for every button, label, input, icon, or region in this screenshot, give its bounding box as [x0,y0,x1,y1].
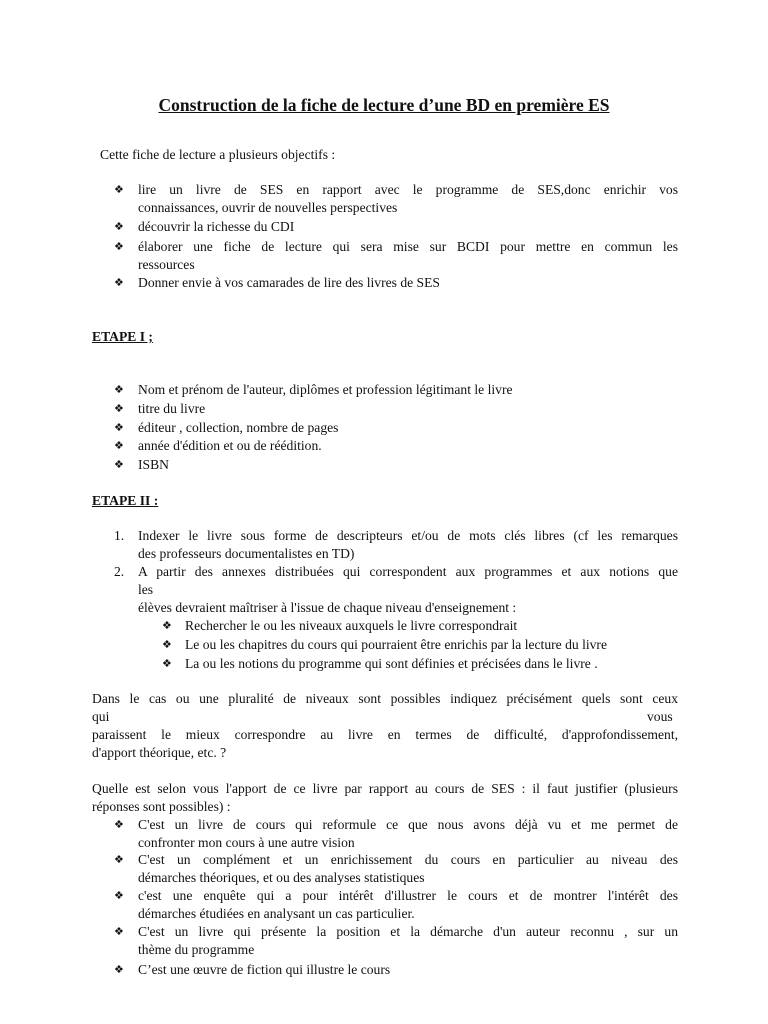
list-number: 2. [114,564,125,579]
paragraph-line: Quelle est selon vous l'apport de ce livre par rapport au cours de SES : il faut justifier (plusieurs [92,781,678,796]
intro-text: Cette fiche de lecture a plusieurs objectifs : [100,147,336,162]
bullet-icon: ❖ [114,818,124,831]
paragraph-line: paraissent le mieux correspondre au livre en termes de difficulté, d'approfondissement, [92,727,678,742]
list-item: élaborer une fiche de lecture qui sera mise sur BCDI pour mettre en commun les [138,239,678,254]
bullet-icon: ❖ [162,657,172,670]
bullet-icon: ❖ [114,183,124,196]
list-number: 1. [114,528,125,543]
bullet-icon: ❖ [114,383,124,396]
list-item: découvrir la richesse du CDI [138,219,295,234]
list-item: C'est un livre qui présente la position et la démarche d'un auteur reconnu , sur un [138,924,678,939]
list-item: c'est une enquête qui a pour intérêt d'illustrer le cours et de montrer l'intérêt des [138,888,678,903]
sub-list-item: Rechercher le ou les niveaux auxquels le livre correspondrait [185,618,518,633]
list-item-continuation: ressources [138,257,195,272]
list-item: ISBN [138,457,169,472]
paragraph-line: qui [92,709,110,724]
bullet-icon: ❖ [114,402,124,415]
list-item-continuation: les [138,582,154,597]
list-item: éditeur , collection, nombre de pages [138,420,339,435]
bullet-icon: ❖ [114,439,124,452]
list-item-continuation: connaissances, ouvrir de nouvelles perspectives [138,200,398,215]
list-item: C’est une œuvre de fiction qui illustre le cours [138,962,391,977]
bullet-icon: ❖ [162,638,172,651]
paragraph-line: vous [647,709,673,724]
list-item-continuation: démarches étudiées en analysant un cas particulier. [138,906,415,921]
bullet-icon: ❖ [114,240,124,253]
bullet-icon: ❖ [114,925,124,938]
bullet-icon: ❖ [114,220,124,233]
sub-list-item: Le ou les chapitres du cours qui pourraient être enrichis par la lecture du livre [185,637,607,652]
bullet-icon: ❖ [114,458,124,471]
bullet-icon: ❖ [162,619,172,632]
etape1-heading: ETAPE I ; [92,329,153,344]
sub-list-item: La ou les notions du programme qui sont définies et précisées dans le livre . [185,656,598,671]
bullet-icon: ❖ [114,889,124,902]
bullet-icon: ❖ [114,421,124,434]
list-item: année d'édition et ou de réédition. [138,438,322,453]
list-item: C'est un livre de cours qui reformule ce que nous avons déjà vu et me permet de [138,817,678,832]
list-item-continuation: démarches théoriques, et ou des analyses statistiques [138,870,425,885]
etape2-heading: ETAPE II : [92,493,159,508]
paragraph-line: Dans le cas ou une pluralité de niveaux sont possibles indiquez précisément quels sont ceux [92,691,678,706]
list-item: Nom et prénom de l'auteur, diplômes et profession légitimant le livre [138,382,513,397]
paragraph-line: d'apport théorique, etc. ? [92,745,227,760]
list-item: A partir des annexes distribuées qui correspondent aux programmes et aux notions que [138,564,678,579]
bullet-icon: ❖ [114,276,124,289]
list-item: titre du livre [138,401,206,416]
list-item: Indexer le livre sous forme de descripteurs et/ou de mots clés libres (cf les remarques [138,528,678,543]
document-title: Construction de la fiche de lecture d’une BD en première ES [158,95,610,115]
bullet-icon: ❖ [114,853,124,866]
list-item-continuation: des professeurs documentalistes en TD) [138,546,355,561]
list-item: lire un livre de SES en rapport avec le programme de SES,donc enrichir vos [138,182,678,197]
list-item: C'est un complément et un enrichissement du cours en particulier au niveau des [138,852,678,867]
list-item-continuation: confronter mon cours à une autre vision [138,835,355,850]
list-item: Donner envie à vos camarades de lire des livres de SES [138,275,440,290]
paragraph-line: réponses sont possibles) : [92,799,231,814]
list-item-continuation: thème du programme [138,942,255,957]
bullet-icon: ❖ [114,963,124,976]
list-item-continuation: élèves devraient maîtriser à l'issue de chaque niveau d'enseignement : [138,600,517,615]
